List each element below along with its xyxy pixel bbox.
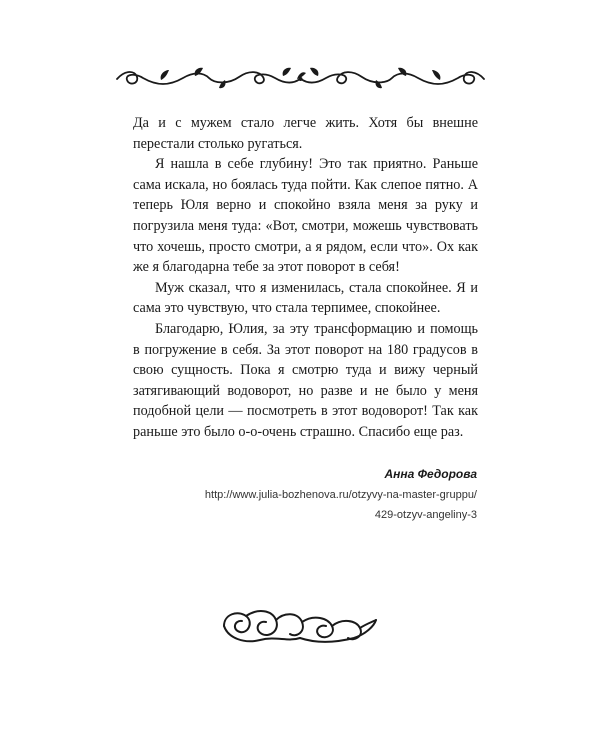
author-signature: Анна Федорова: [384, 467, 477, 481]
source-url-line[interactable]: 429-otzyv-angeliny-3: [374, 509, 477, 521]
article-body: [133, 113, 478, 443]
source-url[interactable]: [157, 485, 477, 525]
swirl-vignette-icon: [218, 604, 382, 648]
paragraph: Благодарю, Юлия, за эту трансформацию и помощь в погружение в себя. За этот поворот на 180 градусов в свою сущность. Пока я смотрю туда и вижу черный затягивающий водоворот, но разве и не было у меня подобной цели — посмотреть в этот водоворот! Так как раньше это было о-о-очень страшно. Спасибо еще раз.: [133, 320, 478, 440]
paragraph: Муж сказал, что я изменилась, стала спокойнее. Я и сама это чувствую, что стала терпимее, спокойнее.: [133, 279, 478, 317]
paragraph: Да и с мужем стало легче жить. Хотя бы внешне перестали столько ругаться.: [133, 115, 478, 152]
flourish-divider-icon: [113, 64, 488, 90]
paragraph: Я нашла в себе глубину! Это так приятно. Раньше сама искала, но боялась туда пойти. Как слепое пятно. А теперь Юля верно и спокойно взяла меня за руку и погрузила меня туда: «Вот, смотри, можешь чувствовать что хочешь, просто смотри, а я рядом, если что». Ох как же я благодарна тебе за этот поворот в себя!: [133, 156, 478, 276]
source-url-line[interactable]: http://www.julia-bozhenova.ru/otzyvy-na-master-gruppu/: [204, 489, 477, 501]
